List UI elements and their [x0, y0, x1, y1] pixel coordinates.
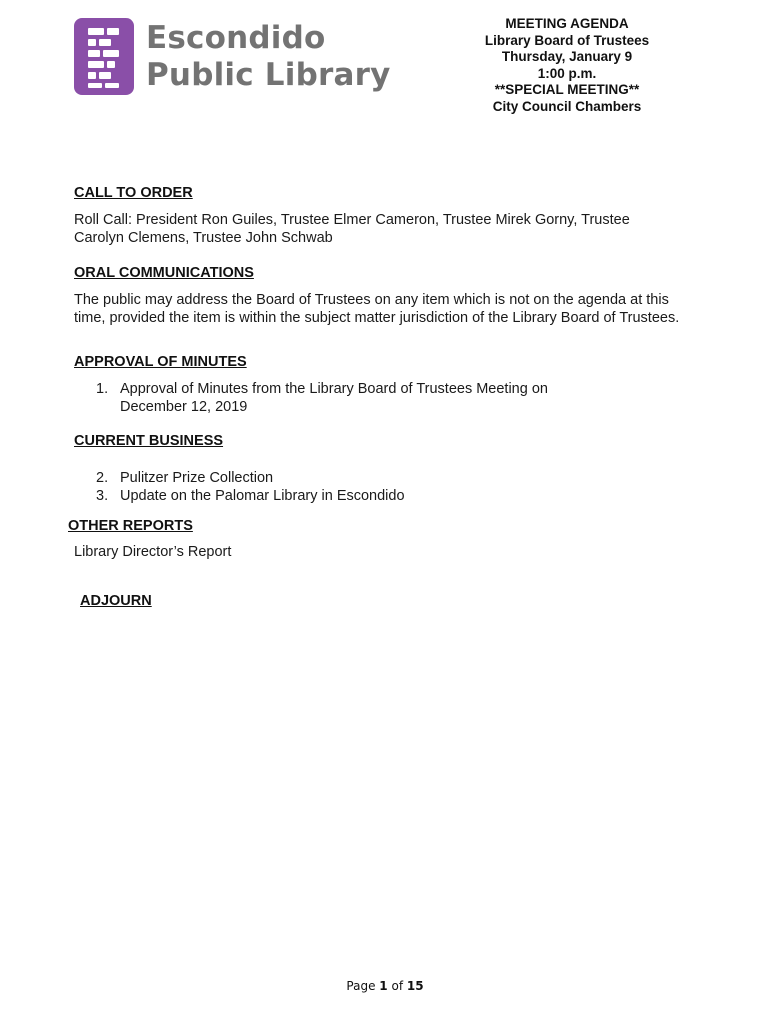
agenda-item-text — [120, 380, 548, 416]
page-total: 15 — [406, 979, 424, 993]
library-directors-report-text: Library Director’s Report — [74, 544, 232, 560]
agenda-item-number: 1. — [96, 381, 109, 397]
logo-line-2: Public Library — [146, 56, 391, 93]
page-number-footer — [0, 979, 770, 993]
agenda-item-2 — [96, 469, 273, 487]
oral-communications-line-1: The public may address the Board of Trustees on any item which is not on the agenda at this — [74, 292, 669, 308]
logo-line-1: Escondido — [146, 19, 326, 56]
page-label: Page — [346, 979, 376, 993]
current-business-heading: CURRENT BUSINESS — [74, 433, 224, 449]
agenda-item-3 — [96, 487, 405, 505]
agenda-item-text: Pulitzer Prize Collection — [120, 470, 274, 486]
library-logo-mark-icon — [74, 18, 134, 95]
other-reports-heading: OTHER REPORTS — [68, 518, 193, 534]
agenda-item-1 — [96, 380, 548, 416]
roll-call-text — [74, 211, 714, 247]
agenda-item-number: 3. — [96, 488, 109, 504]
library-logo — [74, 18, 390, 95]
library-logo-wordmark — [146, 20, 390, 94]
header-board: Library Board of Trustees — [484, 32, 650, 48]
approval-of-minutes-heading: APPROVAL OF MINUTES — [74, 354, 247, 370]
header-special: **SPECIAL MEETING** — [494, 82, 640, 97]
adjourn-heading: ADJOURN — [80, 593, 152, 609]
agenda-item-number: 2. — [96, 470, 109, 486]
oral-communications-line-2: time, provided the item is within the subject matter jurisdiction of the Library Board of Trustees. — [74, 310, 680, 326]
roll-call-line-2: Carolyn Clemens, Trustee John Schwab — [74, 230, 333, 246]
oral-communications-text — [74, 291, 734, 327]
agenda-item-text: Update on the Palomar Library in Escondido — [120, 488, 405, 504]
call-to-order-heading: CALL TO ORDER — [74, 185, 193, 201]
of-label: of — [391, 979, 404, 993]
page-current: 1 — [379, 979, 388, 993]
meeting-header — [467, 16, 667, 115]
oral-communications-heading: ORAL COMMUNICATIONS — [74, 265, 254, 281]
header-location: City Council Chambers — [492, 98, 642, 114]
header-time: 1:00 p.m. — [537, 65, 597, 81]
header-title: MEETING AGENDA — [505, 16, 629, 31]
roll-call-line-1: Roll Call: President Ron Guiles, Trustee Elmer Cameron, Trustee Mirek Gorny, Trustee — [74, 212, 630, 228]
header-date: Thursday, January 9 — [501, 49, 633, 64]
agenda-item-1-line-2: December 12, 2019 — [120, 399, 248, 415]
agenda-item-1-line-1: Approval of Minutes from the Library Board of Trustees Meeting on — [120, 381, 548, 397]
